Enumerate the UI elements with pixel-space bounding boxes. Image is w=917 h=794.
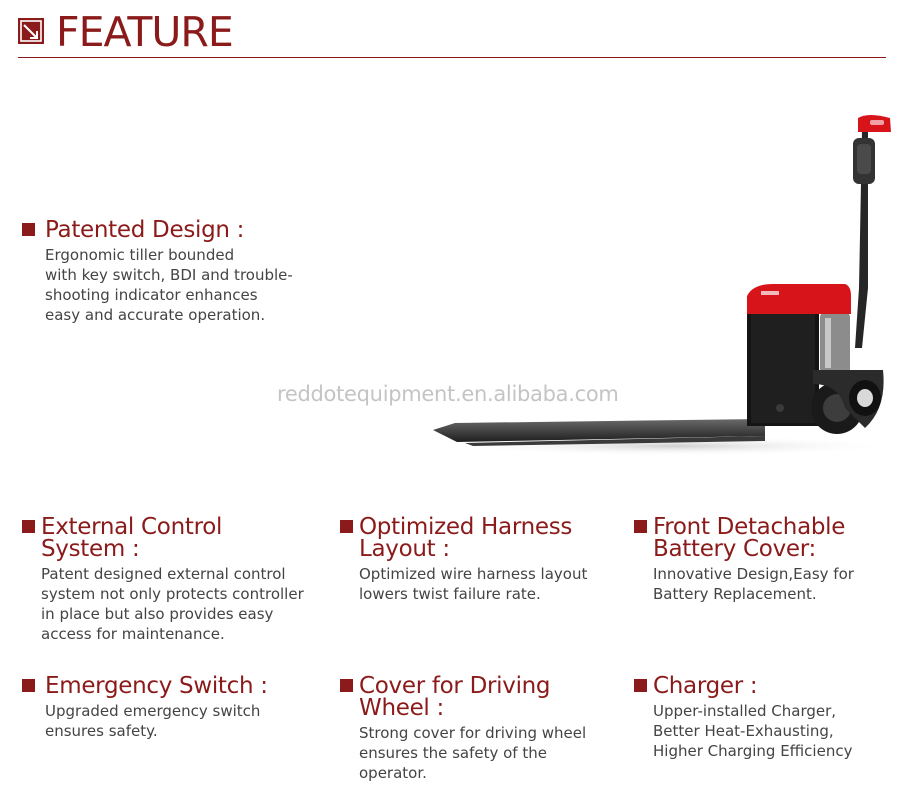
feature-title: Front Detachable Battery Cover:: [653, 514, 846, 562]
feature-description: Ergonomic tiller bounded with key switch, BDI and trouble- shooting indicator enhances easy and accurate operation.: [45, 246, 293, 324]
feature-description: Innovative Design,Easy for Battery Replacement.: [653, 565, 854, 603]
feature-title: Emergency Switch :: [45, 673, 268, 699]
feature-title: Patented Design :: [45, 217, 245, 243]
page-title: FEATURE: [56, 8, 233, 56]
feature-optimized-harness-layout: [340, 516, 615, 604]
feature-external-control-system: [22, 516, 337, 644]
feature-title: Charger :: [653, 673, 758, 699]
bullet-square-icon: [340, 679, 353, 692]
bullet-square-icon: [340, 520, 353, 533]
feature-description: Strong cover for driving wheel ensures the safety of the operator.: [359, 724, 587, 782]
electric-pallet-truck-illustration: [425, 108, 895, 462]
title-divider: [18, 57, 886, 58]
diagonal-arrow-square-icon: [18, 18, 44, 44]
feature-front-detachable-battery-cover: [634, 516, 904, 604]
feature-charger: [634, 675, 904, 761]
bullet-square-icon: [22, 679, 35, 692]
bullet-square-icon: [634, 679, 647, 692]
feature-description: Upgraded emergency switch ensures safety.: [45, 702, 261, 740]
bullet-square-icon: [22, 520, 35, 533]
bullet-square-icon: [634, 520, 647, 533]
feature-description: Upper-installed Charger, Better Heat-Exhausting, Higher Charging Efficiency: [653, 702, 853, 760]
feature-description: Optimized wire harness layout lowers twist failure rate.: [359, 565, 588, 603]
feature-emergency-switch: [22, 675, 337, 741]
feature-patented-design: [22, 219, 342, 325]
feature-title: External Control System :: [41, 514, 223, 562]
feature-cover-for-driving-wheel: [340, 675, 615, 783]
bullet-square-icon: [22, 223, 35, 236]
feature-title: Optimized Harness Layout :: [359, 514, 573, 562]
feature-description: Patent designed external control system not only protects controller in place but also provides easy access for maintenance.: [41, 565, 304, 643]
feature-title: Cover for Driving Wheel :: [359, 673, 551, 721]
watermark-text: reddotequipment.en.alibaba.com: [277, 382, 619, 406]
